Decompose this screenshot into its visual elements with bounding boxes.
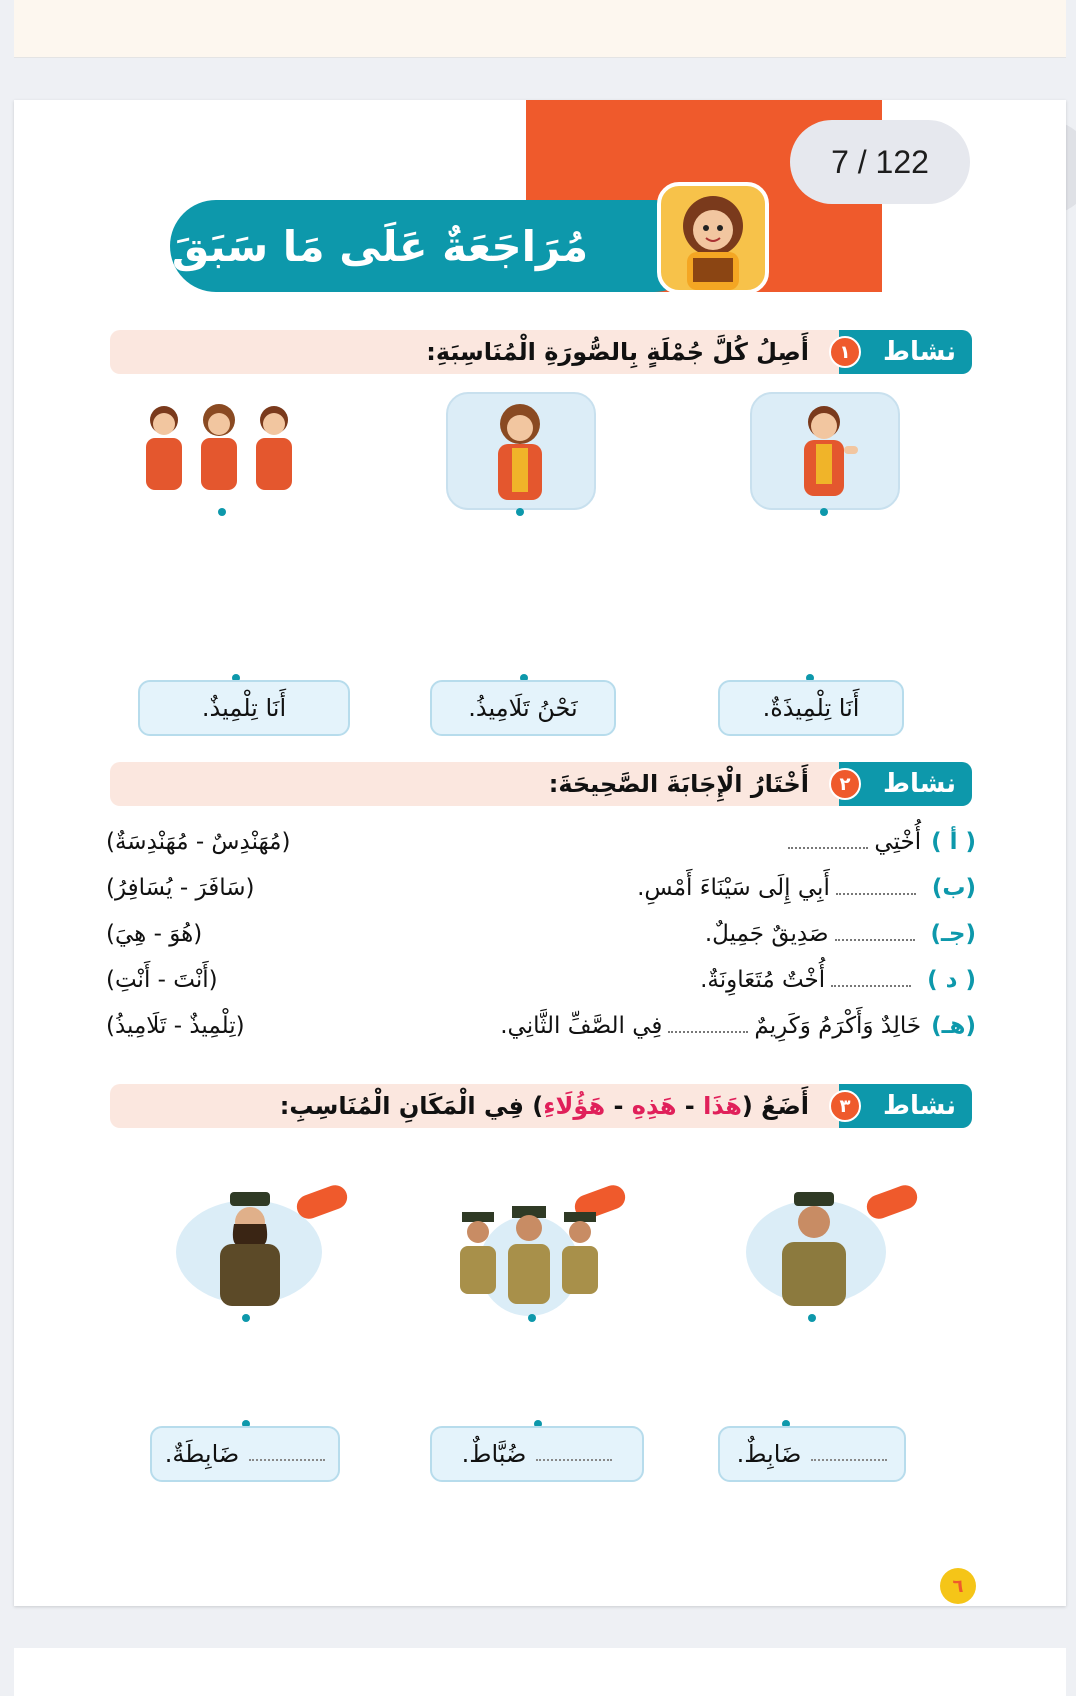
choice-word: هَذِهِ <box>631 1092 677 1120</box>
question-label: (هـ) <box>931 1013 976 1039</box>
match-dot[interactable] <box>516 508 524 516</box>
sentence-box[interactable] <box>138 680 350 736</box>
match-dot[interactable] <box>820 508 828 516</box>
answer-blank[interactable] <box>249 1447 325 1461</box>
activity-1-instruction: أَصِلُ كُلَّ جُمْلَةٍ بِالصُّورَةِ الْمُنَاسِبَةِ: <box>426 338 809 366</box>
sentence-text: أَنَا تِلْمِيذَةٌ. <box>762 694 860 722</box>
match-dot[interactable] <box>218 508 226 516</box>
page-title-banner <box>170 200 700 292</box>
page-indicator[interactable]: 7 / 122 <box>790 120 970 204</box>
answer-blank[interactable] <box>831 973 911 987</box>
answer-blank[interactable] <box>788 835 868 849</box>
activity-1-number: ١ <box>829 336 861 368</box>
sentence-text: ضَابِطٌ. <box>736 1440 802 1468</box>
question-label: (جـ) <box>930 921 976 947</box>
female-officer-icon[interactable] <box>176 1182 326 1312</box>
answer-blank[interactable] <box>811 1447 887 1461</box>
answer-options: (هُوَ - هِيَ) <box>106 921 203 947</box>
question-text-after: أَبِي إِلَى سَيْنَاءَ أَمْسِ. <box>637 875 830 901</box>
answer-blank[interactable] <box>668 1019 748 1033</box>
activity-1-header <box>110 330 972 374</box>
activity-2-tag-label: نشاط <box>883 769 956 799</box>
question-label: ( د ) <box>927 967 976 993</box>
activity-3-number: ٣ <box>829 1090 861 1122</box>
activity-1-tag-label: نشاط <box>883 337 956 367</box>
question-label: (ب) <box>931 875 976 901</box>
answer-options: (أَنْتَ - أَنْتِ) <box>106 967 218 993</box>
match-dot[interactable] <box>242 1314 250 1322</box>
girl-student-icon[interactable] <box>446 392 596 510</box>
sentence-text: ضَابِطَةٌ. <box>164 1440 240 1468</box>
instruction-part: أَضَعُ ( <box>741 1092 809 1120</box>
reading-girl-icon <box>657 182 769 294</box>
choice-word: هَؤُلَاءِ <box>543 1092 606 1120</box>
sentence-box[interactable] <box>150 1426 340 1482</box>
activity-3-header <box>110 1084 972 1128</box>
activity-3-instruction <box>280 1092 809 1120</box>
question-row <box>106 914 976 954</box>
choice-word: هَذَا <box>703 1092 742 1120</box>
answer-options: (تِلْمِيذٌ - تَلَامِيذُ) <box>106 1013 245 1039</box>
male-officer-icon[interactable] <box>742 1182 892 1312</box>
answer-blank[interactable] <box>836 881 916 895</box>
activity-2-header <box>110 762 972 806</box>
next-page-edge <box>14 1648 1066 1696</box>
answer-blank[interactable] <box>536 1447 612 1461</box>
sentence-box[interactable] <box>430 680 616 736</box>
question-row <box>106 1006 976 1046</box>
sentence-text: نَحْنُ تَلَامِيذُ. <box>468 694 578 722</box>
question-text-before: أُخْتِي <box>874 829 922 855</box>
sentence-box[interactable] <box>430 1426 644 1482</box>
three-students-icon[interactable] <box>134 390 284 508</box>
question-text-after: فِي الصَّفِّ الثَّانِي. <box>500 1013 663 1039</box>
question-text-after: أُخْتٌ مُتَعَاوِنَةٌ. <box>700 967 826 993</box>
match-dot[interactable] <box>808 1314 816 1322</box>
sentence-text: ضُبَّاطٌ. <box>461 1440 527 1468</box>
question-text-before: خَالِدٌ وَأَكْرَمُ وَكَرِيمٌ <box>754 1013 922 1039</box>
activity-3-tag-label: نشاط <box>883 1091 956 1121</box>
answer-options: (مُهَنْدِسٌ - مُهَنْدِسَةٌ) <box>106 829 291 855</box>
activity-2-number: ٢ <box>829 768 861 800</box>
sentence-box[interactable] <box>718 680 904 736</box>
previous-page-edge <box>14 0 1066 58</box>
boy-student-icon[interactable] <box>750 392 900 510</box>
answer-blank[interactable] <box>835 927 915 941</box>
activity-3-tag <box>839 1084 972 1128</box>
pointing-hand-icon <box>863 1182 920 1222</box>
match-dot[interactable] <box>528 1314 536 1322</box>
activity-1-tag <box>839 330 972 374</box>
answer-options: (سَافَرَ - يُسَافِرُ) <box>106 875 255 901</box>
instruction-part: ) فِي الْمَكَانِ الْمُنَاسِبِ: <box>279 1092 544 1120</box>
page-number-badge: ٦ <box>940 1568 976 1604</box>
question-row <box>106 868 976 908</box>
page-title: مُرَاجَعَةٌ عَلَى مَا سَبَقَ <box>171 221 589 271</box>
sentence-text: أَنَا تِلْمِيذٌ. <box>201 694 287 722</box>
activity-2-instruction: أَخْتَارُ الْإِجَابَةَ الصَّحِيحَةَ: <box>548 770 809 798</box>
three-officers-icon[interactable] <box>452 1182 602 1312</box>
question-text-after: صَدِيقٌ جَمِيلٌ. <box>704 921 829 947</box>
sentence-box[interactable] <box>718 1426 906 1482</box>
worksheet-page <box>14 100 1066 1606</box>
question-row <box>106 960 976 1000</box>
choice-separator: - <box>605 1092 632 1120</box>
question-label: ( أ ) <box>931 829 976 855</box>
choice-separator: - <box>676 1092 704 1120</box>
question-row <box>106 822 976 862</box>
pointing-hand-icon <box>293 1182 350 1222</box>
activity-2-tag <box>839 762 972 806</box>
